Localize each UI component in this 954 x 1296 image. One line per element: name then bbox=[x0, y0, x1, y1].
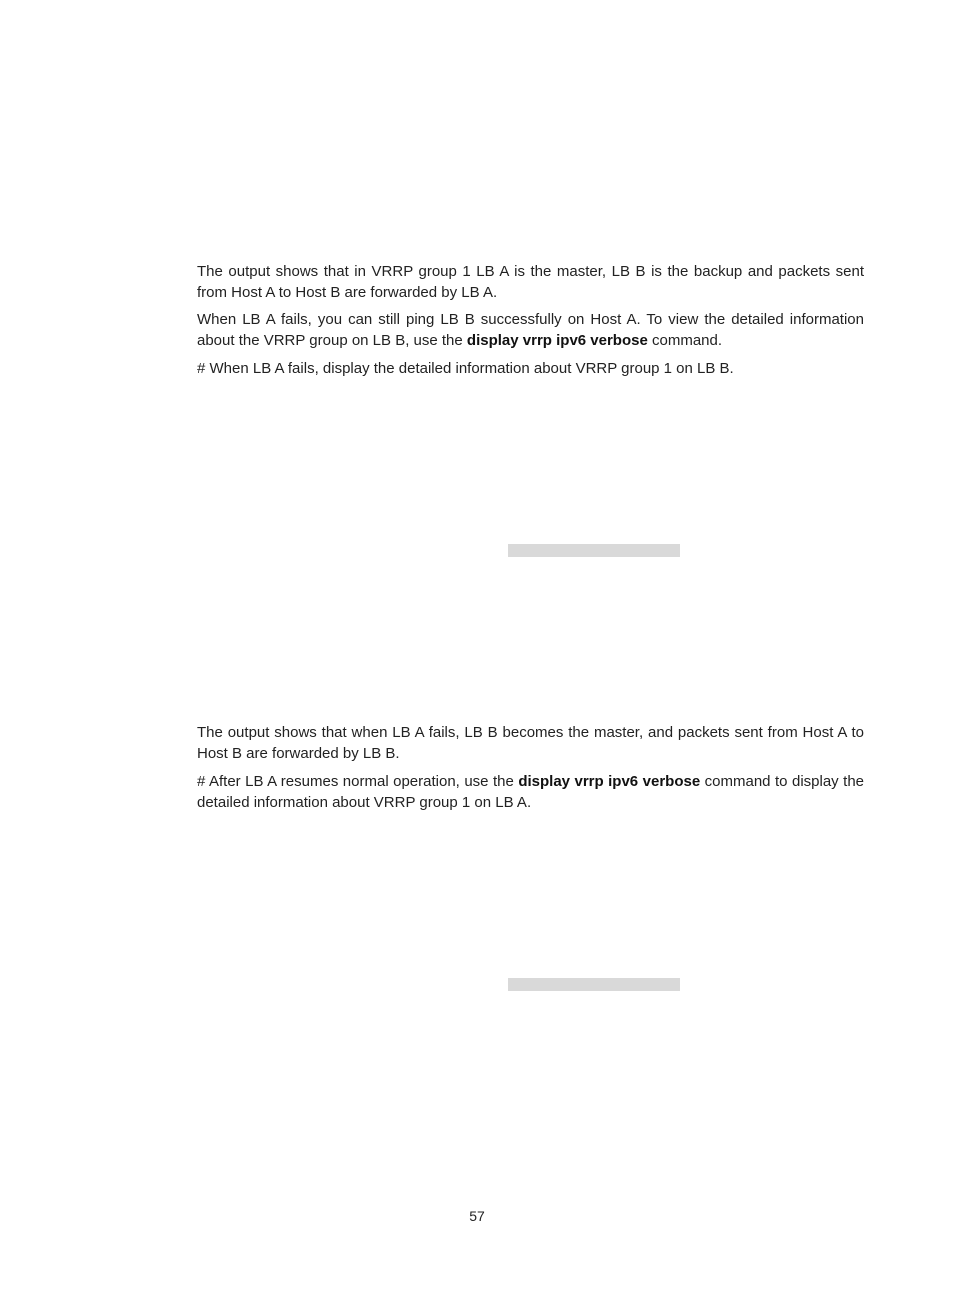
paragraph-lb-a-resumes bbox=[197, 771, 864, 813]
paragraph-output-master-backup bbox=[197, 261, 864, 303]
paragraph-comment-lb-b bbox=[197, 358, 864, 379]
paragraph-text: command. bbox=[647, 332, 723, 349]
paragraph-text: command to display the detailed information about VRRP group 1 on LB A. bbox=[197, 773, 864, 811]
paragraph-text: # When LB A fails, display the detailed information about VRRP group 1 on LB B. bbox=[197, 360, 734, 377]
paragraph-text: # After LB A resumes normal operation, use the bbox=[197, 773, 519, 790]
command-display-vrrp-ipv6-verbose: display vrrp ipv6 verbose bbox=[518, 773, 701, 790]
paragraph-output-lb-b-master bbox=[197, 722, 864, 764]
command-display-vrrp-ipv6-verbose: display vrrp ipv6 verbose bbox=[466, 332, 648, 349]
paragraph-text: The output shows that in VRRP group 1 LB A is the master, LB B is the backup and packets sent from Host A to Host B are forwarded by LB A. bbox=[197, 263, 864, 301]
command-output-highlight bbox=[508, 544, 680, 557]
paragraph-text: When LB A fails, you can still ping LB B successfully on Host A. To view the detailed information about the VRRP group on LB B, use the bbox=[197, 311, 864, 349]
command-output-highlight bbox=[508, 978, 680, 991]
paragraph-text: The output shows that when LB A fails, LB B becomes the master, and packets sent from Host A to Host B are forwarded by LB B. bbox=[197, 724, 864, 762]
page-number: 57 bbox=[469, 1208, 485, 1224]
paragraph-lb-a-fails-ping bbox=[197, 309, 864, 351]
